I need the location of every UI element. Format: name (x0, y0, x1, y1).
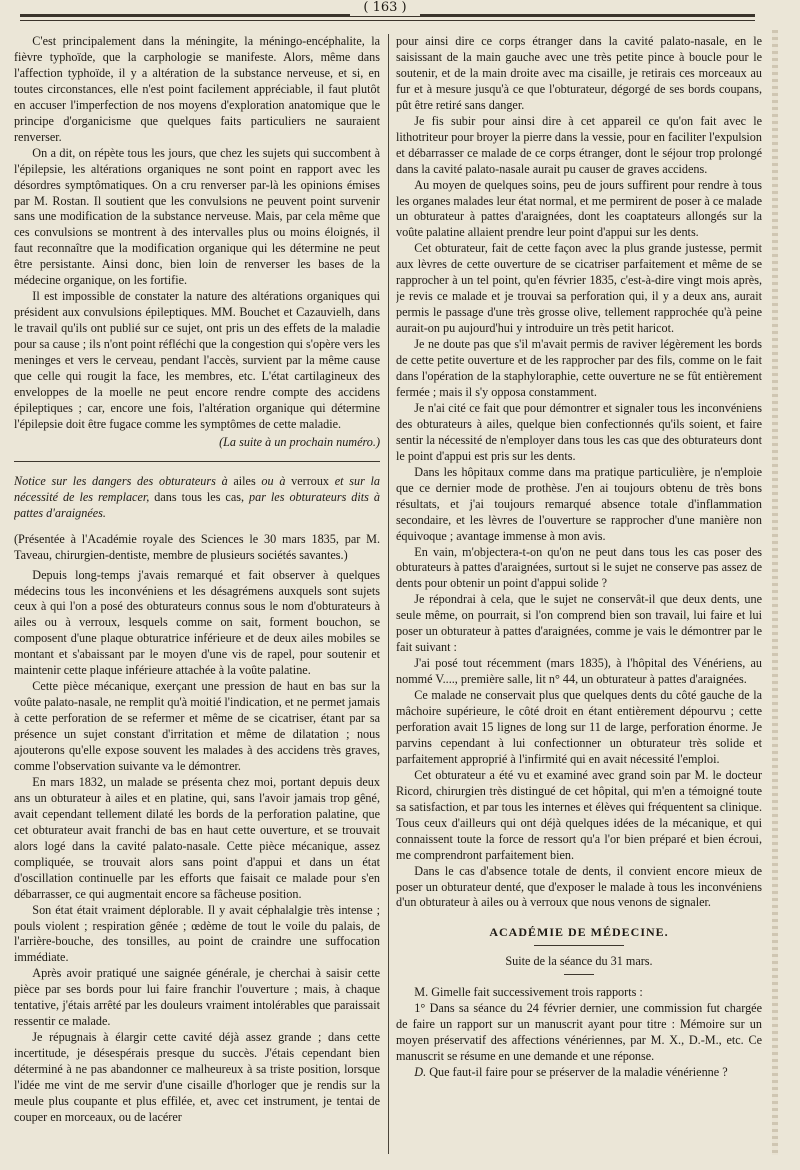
continuation-note: (La suite à un prochain numéro.) (219, 434, 380, 449)
title-part: et sur la nécessité de les remplacer, (14, 473, 380, 504)
title-part: par les obturateurs dits à pattes d'araignées. (14, 489, 380, 520)
paragraph: Je répondrai à cela, que le sujet ne conservât-il que deux dents, une seule même, on pourrait, si l'on comprend bien son travail, lui faire et lui poser un obturateur à pattes d'araignées, comme je vais le démontrer par le fait suivant : (396, 592, 762, 655)
paragraph: Depuis long-temps j'avais remarqué et fait observer à quelques médecins tous les inconvéniens et les désagrémens auxquels sont sujets ceux à qui l'on a posé des obturateurs connus sous le nom d'obturateurs à ailes ou à verroux, lesquels comme on sait, forment bouchon, se composent d'une plaque obturatrice inférieure et de deux ailes mobiles se montant et s'abaissant par le moyen d'une vis de rapel, pour soutenir et maintenir cette plaque inférieure attachée à la voûte palatine. (14, 567, 380, 678)
paragraph (396, 1065, 762, 1081)
page-edge (772, 30, 778, 1155)
paragraph: Dans les hôpitaux comme dans ma pratique particulière, je n'emploie que ce dernier mode de prothèse. J'en ai toujours obtenu de très bons résultats, et j'ai toujours remarqué absence totale d'inflammation secondaire, et les lèvres de l'ouverture se rapprocher d'une manière non équivoque ; avantage immense à mon avis. (396, 464, 762, 543)
article-title (14, 474, 380, 522)
paragraph: 1° Dans sa séance du 24 février dernier, une commission fut chargée de faire un rapport sur un manuscrit ayant pour titre : Mémoire sur un moyen préservatif des affections vénériennes, par M. X., D.-M., etc. Ce manuscrit se résume en une demande et une réponse. (396, 1001, 762, 1064)
page-header (0, 0, 800, 30)
article-separator (14, 461, 380, 462)
paragraph: J'ai posé tout récemment (mars 1835), à l'hôpital des Vénériens, au nommé V...., première salle, lit n° 44, un obturateur à pattes d'araignées. (396, 656, 762, 687)
paragraph: pour ainsi dire ce corps étranger dans la cavité palato-nasale, en le saisissant de la main gauche avec une très petite pince à boucle pour le soutenir, et de la main droite avec ma cisaille, je retirais ces morceaux au fur et à mesure jusqu'à ce que l'obturateur, dégorgé de ses bords coupans, pût être retiré sans danger. (396, 34, 762, 112)
paragraph: Ce malade ne conservait plus que quelques dents du côté gauche de la mâchoire supérieure, le côté droit en étant entièrement dépourvu ; cette perforation avait 15 lignes de long sur 11 de large, perforation énorme. Je parvins cependant à lui confectionner un obturateur très solide et parfaitement approprié à l'infirmité qui en avait nécessité l'emploi. (396, 688, 762, 766)
paragraph: Cet obturateur a été vu et examiné avec grand soin par M. le docteur Ricord, chirurgien très distingué de cet hôpital, qui m'en a témoigné toute sa satisfaction, et par tous les internes et élèves qui fréquentent sa clinique. Tous ceux d'ailleurs qui ont déjà quelques idées de la mécanique, et qui connaissent toute la force de ressort qu'a l'or bien préparé et bien écroui, me comprendront parfaitement bien. (396, 767, 762, 862)
paragraph: Je répugnais à élargir cette cavité déjà assez grande ; dans cette incertitude, je désespérais presque du succès. J'étais cependant bien déterminé à ne pas abandonner ce malheureux à sa triste position, lorsque l'idée me vint de me servir d'une cisaille d'horloger que je rendis sur la meule plus coupante et plus effilée, et, avec cet instrument, je tentai de couper en morceaux, ou de lacérer (14, 1030, 380, 1124)
page-number: ( 163 ) (350, 0, 420, 16)
presentation-note: (Présentée à l'Académie royale des Sciences le 30 mars 1835, par M. Taveau, chirurgien-dentiste, membre de plusieurs sociétés savantes.) (14, 531, 380, 562)
paragraph: Dans le cas d'absence totale de dents, il convient encore mieux de poser un obturateur denté, que d'exposer le malade à tous les inconvéniens d'un obturateur à ailes ou à verroux que nous venons de signaler. (396, 863, 762, 910)
section-title-rule (534, 945, 624, 946)
paragraph: En mars 1832, un malade se présenta chez moi, portant depuis deux ans un obturateur à ailes et en platine, qui, sans l'avoir jamais trop gêné, avait cependant tellement dilaté les bords de la perforation palatine, que cet obturateur avait franchi de bas en haut cette ouverture, et se trouvait alors logé dans la cavité palato-nasale. Cette pièce mécanique, assez compliquée, se trouvait alors sans point d'appui et dans un état d'oscillation continuelle par les efforts que faisait ce malade pour s'en débarrasser, ce qui augmentait encore sa fâcheuse position. (14, 774, 380, 901)
paragraph: M. Gimelle fait successivement trois rapports : (414, 985, 643, 1000)
paragraph: Son état était vraiment déplorable. Il y avait céphalalgie très intense ; pouls violent ; respiration gênée ; œdème de tout le voile du palais, de l'arrière-bouche, des tonsilles, au point de craindre une suffocation immédiate. (14, 902, 380, 965)
section-subtitle: Suite de la séance du 31 mars. (505, 954, 653, 969)
left-column (14, 34, 380, 1154)
title-part: ou à (261, 473, 286, 488)
paragraph: Je ne doute pas que s'il m'avait permis de raviver légèrement les bords de cette petite ouverture et de les rapprocher par des fils, comme on le fait dans l'opération de la staphyloraphie, cette ouverture ne se fût entièrement fermée ; mais il s'y opposa constamment. (396, 337, 762, 399)
dialogue-label: D. (414, 1065, 427, 1080)
paragraph: C'est principalement dans la méningite, la méningo-encéphalite, la fièvre typhoïde, que la carphologie se manifeste. Alors, même dans l'affection typhoïde, il y a altération de la substance nerveuse, et si, en toutes circonstances, elle n'est point facilement appréciable, il faut plutôt en accuser l'imperfection de nos moyens d'exploration anatomique que le principe d'organicisme que quelques faits particuliers ne sauraient renverser. (14, 34, 380, 144)
paragraph: Je n'ai cité ce fait que pour démontrer et signaler tous les inconvéniens des obturateurs à ailes, quelque bien confectionnés qu'ils soient, et faire sentir la nécessité de n'employer dans tous les cas que des obturateurs dont le point d'appui est pris sur les dents. (396, 400, 762, 463)
paragraph: Cet obturateur, fait de cette façon avec la plus grande justesse, permit aux lèvres de cette ouverture de se cicatriser parfaitement et même de se rapprocher à un tel point, qu'en février 1835, c'est-à-dire vingt mois après, je revis ce malade et je trouvai sa perforation qui, il y a deux ans, aurait permis le passage d'une très grosse olive, tellement rapprochée qu'à peine aurait-on pu aujourd'hui y introduire un très petit haricot. (396, 241, 762, 336)
title-part: Notice sur les dangers des obturateurs à (14, 473, 228, 488)
right-column (396, 34, 762, 1154)
section-title: ACADÉMIE DE MÉDECINE. (489, 925, 669, 940)
section-subtitle-rule (564, 974, 594, 975)
paragraph: Il est impossible de constater la nature des altérations organiques qui président aux convulsions épileptiques. MM. Bouchet et Cazauvielh, dans le travail qu'ils ont publié sur ce sujet, ont pris un des effets de la maladie pour sa cause ; ils n'ont point réfléchi que la congestion qui s'opère vers les meninges et vers le cerveau, pendant l'accès, survient par la même cause que celle qui rougit la face, les membres, etc. L'état cartilagineux des enveloppes de la moelle ne peut encore rendre compte des accidens épileptiques ; car, encore une fois, l'altération organique qui détermine l'épilepsie doit être fugace comme les symptômes de cette maladie. (14, 289, 380, 431)
title-part: ailes (227, 473, 262, 488)
paragraph: On a dit, on répète tous les jours, que chez les sujets qui succombent à l'épilepsie, les altérations organiques ne sont point en rapport avec les désordres symptômatiques. On a cru renverser par-là les opinions émises par M. Rostan. Il soutient que les convulsions ne peuvent point survenir sans une modification de la substance nerveuse. Mais, par cela même que ces convulsions se montrent à des intervalles plus ou moins éloignés, il faut reconnaître que la modification organique qui les détermine ne peut être persistante. Ainsi donc, bien loin de renverser les bases de la médecine organique, on les fortifie. (14, 145, 380, 288)
title-part: dans tous les cas, (149, 489, 250, 504)
title-part: verroux (285, 473, 335, 488)
column-divider (388, 34, 389, 1154)
dialogue-text: Que faut-il faire pour se préserver de la maladie vénérienne ? (426, 1065, 728, 1080)
paragraph: Au moyen de quelques soins, peu de jours suffirent pour rendre à tous les organes malades leur état normal, et me permirent de poser à ce malade un obturateur à pattes d'araignées, dont les coaptateurs allongés sur la voûte palatine allaient prendre leur point d'appui sur les dents. (396, 177, 762, 240)
paragraph: Après avoir pratiqué une saignée générale, je cherchai à saisir cette pièce par ses bords pour lui faire franchir l'ouverture ; mais, à chaque tentative, j'étais arrêté par les douleurs vraiment intolérables que paraissait ressentir ce malade. (14, 966, 380, 1029)
paragraph: Cette pièce mécanique, exerçant une pression de haut en bas sur la voûte palato-nasale, ne remplit qu'à moitié l'indication, et ne permet jamais à cette perforation de se refermer et même de se cicatriser, étant par sa présence un sujet constant d'irritation et même de dilatation ; nous ajouterons qu'elle expose souvent les malades à des accidens très graves, comme l'observation suivante va le démontrer. (14, 679, 380, 773)
paragraph: Je fis subir pour ainsi dire à cet appareil ce qu'on fait avec le lithotriteur pour broyer la pierre dans la vessie, pour en faciliter l'expulsion et débarrasser ce malade de ce corps étranger, dont le séjour trop prolongé dans la cavité palato-nasale aurait pu causer de graves accidens. (396, 113, 762, 176)
paragraph: En vain, m'objectera-t-on qu'on ne peut dans tous les cas poser des obturateurs à pattes d'araignées, surtout si le sujet ne conserve pas assez de dents pour obtenir un point d'appui solide ? (396, 544, 762, 591)
